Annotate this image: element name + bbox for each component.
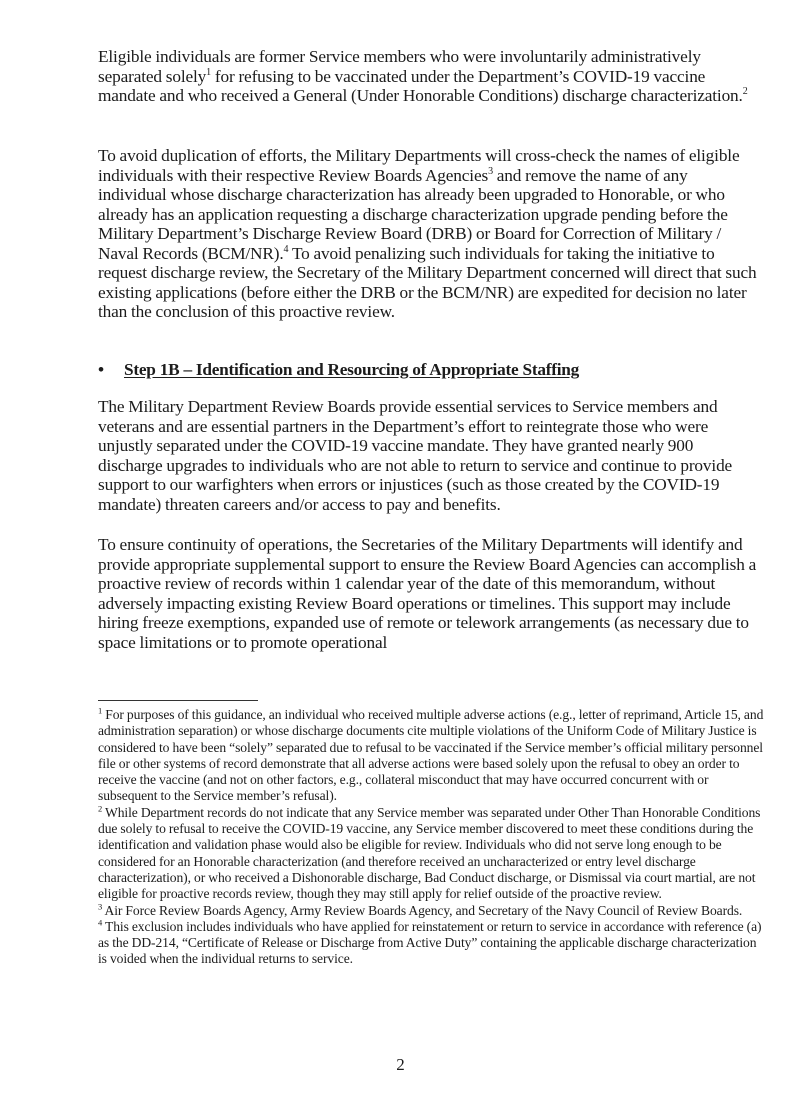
footnote-text: Air Force Review Boards Agency, Army Review Boards Agency, and Secretary of the Navy Council of Review Boards. [102, 902, 743, 918]
paragraph-text: and remove the name of any individual whose discharge characterization has already been upgraded to Honorable, or who already has an application requesting a discharge characterization upgrade pending before the Military Department’s Discharge Review Board (DRB) or Board for Correction of Military / Naval Records (BCM/NR). [98, 165, 728, 263]
footnote-text: For purposes of this guidance, an individual who received multiple adverse actions (e.g., letter of reprimand, Article 15, and administration separation) or whose discharge documents cite multiple violations of the Uniform Code of Military Justice is considered to have been “solely” separated due to refusal to be vaccinated if the Service member’s official military personnel file or other systems of record demonstrate that all adverse actions were based solely upon the refusal to obey an order to receive the vaccine (and not on other factors, e.g., collateral misconduct that may have occurred concurrent with or subsequent to the Service member’s refusal). [98, 707, 764, 804]
footnote-2 [98, 805, 766, 903]
section-heading-title: Step 1B – Identification and Resourcing of Appropriate Staffing [124, 360, 580, 379]
bullet-icon: • [98, 360, 104, 379]
paragraph-duplication [98, 146, 758, 322]
paragraph-review-boards [98, 397, 758, 514]
paragraph-text: for refusing to be vaccinated under the Department’s COVID-19 vaccine mandate and who received a General (Under Honorable Conditions) discharge characterization. [98, 66, 743, 105]
footnote-number: 3 [98, 901, 103, 912]
paragraph-text: To ensure continuity of operations, the Secretaries of the Military Departments will identify and provide appropriate supplemental support to ensure the Review Board Agencies can accomplish a proactive review of records within 1 calendar year of the date of this memorandum, without adversely impacting existing Review Board operations or timelines. This support may include hiring freeze exemptions, expanded use of remote or telework arrangements (as necessary due to space limitations or to promote operational [98, 535, 757, 652]
footnote-text: While Department records do not indicate that any Service member was separated under Other Than Honorable Conditions due solely to refusal to receive the COVID-19 vaccine, any Service member discovered to meet these conditions during the identification and validation phase would also be eligible for review. Individuals who did not serve long enough to be considered for an Honorable characterization (and therefore received an uncharacterized or entry level discharge characterization), or who received a Dishonorable discharge, Bad Conduct discharge, or Dismissal via court martial, are not eligible for proactive records review, though they may still apply for relief outside of the proactive review. [98, 804, 761, 902]
footnote-separator [98, 700, 258, 701]
paragraph-text: The Military Department Review Boards provide essential services to Service members and veterans and are essential partners in the Department’s effort to reintegrate those who were unjustly separated under the COVID-19 vaccine mandate. They have granted nearly 900 discharge upgrades to individuals who are not able to return to service and continue to provide support to our warfighters when errors or injustices (such as those created by the COVID-19 mandate) threaten careers and/or access to pay and benefits. [98, 397, 733, 514]
footnote-reference-2: 2 [742, 86, 748, 98]
paragraph-continuity [98, 535, 758, 652]
page-number: 2 [396, 1055, 405, 1074]
footnotes [98, 707, 766, 968]
paragraph-eligibility [98, 47, 758, 106]
footnote-reference-4: 4 [283, 243, 289, 255]
footnote-3 [98, 903, 766, 919]
footnote-reference-1: 1 [206, 66, 212, 78]
footnote-number: 2 [98, 803, 103, 814]
footnote-text: This exclusion includes individuals who have applied for reinstatement or return to service in accordance with reference (a) as the DD-214, “Certificate of Release or Discharge from Active Duty” containing the applicable discharge characterization is voided when the individual returns to service. [98, 918, 762, 967]
section-heading [98, 360, 758, 380]
paragraph-text: To avoid duplication of efforts, the Military Departments will cross-check the names of eligible individuals with their respective Review Boards Agencies [98, 146, 740, 185]
paragraph-text: Eligible individuals are former Service members who were involuntarily administratively separated solely [98, 47, 701, 86]
paragraph-text: To avoid penalizing such individuals for taking the initiative to request discharge review, the Secretary of the Military Department concerned will direct that such existing applications (before either the DRB or the BCM/NR) are expedited for decision no later than the conclusion of this proactive review. [98, 243, 757, 321]
footnote-number: 4 [98, 917, 103, 928]
footnote-1 [98, 707, 766, 805]
footnote-number: 1 [98, 705, 103, 716]
footnote-reference-3: 3 [488, 165, 493, 177]
footnote-4 [98, 919, 766, 968]
